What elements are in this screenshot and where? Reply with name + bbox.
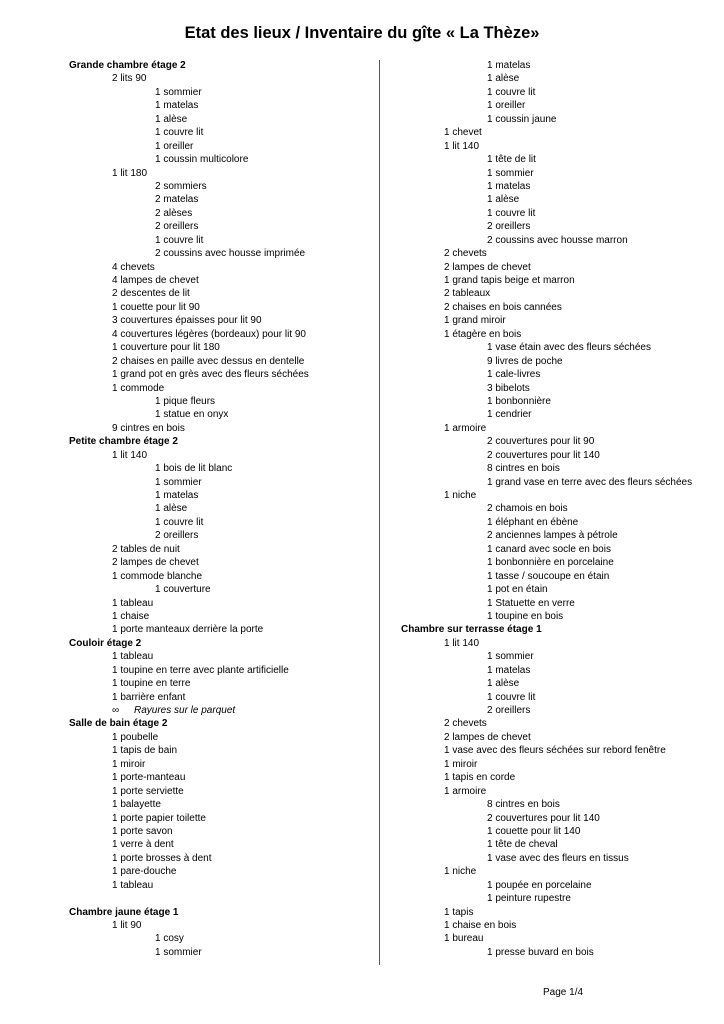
inventory-item: 1 toupine en terre xyxy=(112,678,191,690)
inventory-item: 1 verre à dent xyxy=(112,839,174,851)
inventory-subitem: 1 alèse xyxy=(487,678,520,690)
inventory-subitem: 1 grand vase en terre avec des fleurs séchées xyxy=(487,476,693,488)
inventory-item: 1 tapis xyxy=(444,906,474,918)
inventory-subitem: 1 sommier xyxy=(155,86,202,98)
inventory-subitem: 2 oreillers xyxy=(155,221,199,233)
inventory-subitem: 1 bonbonnière en porcelaine xyxy=(487,557,614,569)
inventory-subitem: 1 alèse xyxy=(487,194,520,206)
inventory-subitem: 8 cintres en bois xyxy=(487,463,560,475)
inventory-subitem: 2 oreillers xyxy=(155,530,199,542)
inventory-subitem: 1 oreiller xyxy=(487,100,526,112)
inventory-subitem: 8 cintres en bois xyxy=(487,799,560,811)
inventory-subitem: 1 tasse / soucoupe en étain xyxy=(487,570,610,582)
inventory-subitem: 1 coussin multicolore xyxy=(155,154,249,166)
bullet-symbol: ∞ xyxy=(112,705,120,716)
inventory-subitem: 1 sommier xyxy=(487,167,534,179)
inventory-item: 1 armoire xyxy=(444,785,487,797)
inventory-column-left xyxy=(69,59,374,959)
inventory-item: 1 lit 180 xyxy=(112,167,148,179)
inventory-subitem: 1 cale-livres xyxy=(487,369,541,381)
inventory-item: 2 chaises en paille avec dessus en dentelle xyxy=(112,355,305,367)
inventory-item: 2 tableaux xyxy=(444,288,491,300)
inventory-item: 4 lampes de chevet xyxy=(112,275,199,286)
inventory-item: 1 tableau xyxy=(112,597,154,609)
inventory-item: 4 chevets xyxy=(112,261,155,273)
inventory-item: 1 miroir xyxy=(444,758,478,770)
inventory-subitem: 1 couverture xyxy=(155,584,211,596)
inventory-subitem: 1 toupine en bois xyxy=(487,610,564,622)
inventory-item: 2 lampes de chevet xyxy=(444,731,531,743)
inventory-subitem: 1 couvre lit xyxy=(155,234,204,246)
inventory-item: 1 tableau xyxy=(112,879,154,891)
section-heading: Salle de bain étage 2 xyxy=(69,718,168,730)
inventory-subitem: 1 couvre lit xyxy=(487,86,536,98)
inventory-subitem: 1 pot en étain xyxy=(487,584,548,596)
inventory-item: 1 niche xyxy=(444,866,477,878)
inventory-item: 1 porte manteaux derrière la porte xyxy=(112,624,264,636)
note-item xyxy=(69,704,374,717)
note-text: Rayures sur le parquet xyxy=(134,705,236,716)
inventory-item: 1 lit 90 xyxy=(112,920,142,931)
inventory-subitem: 1 alèse xyxy=(155,113,188,125)
inventory-item: 2 descentes de lit xyxy=(112,288,190,300)
inventory-item: 2 lits 90 xyxy=(112,73,147,85)
inventory-subitem: 1 canard avec socle en bois xyxy=(487,543,611,555)
section-heading: Grande chambre étage 2 xyxy=(69,60,186,71)
section-heading: Chambre jaune étage 1 xyxy=(69,906,179,918)
section-heading: Chambre sur terrasse étage 1 xyxy=(401,624,542,636)
inventory-subitem: 1 pique fleurs xyxy=(155,395,216,407)
inventory-item: 1 grand tapis beige et marron xyxy=(444,275,575,286)
inventory-subitem: 2 oreillers xyxy=(487,221,531,233)
inventory-item: 1 balayette xyxy=(112,799,161,811)
inventory-item: 1 toupine en terre avec plante artificielle xyxy=(112,664,289,676)
inventory-item: 2 chevets xyxy=(444,248,487,260)
inventory-item: 1 étagère en bois xyxy=(444,328,522,340)
inventory-item: 1 chevet xyxy=(444,127,482,139)
inventory-subitem: 2 couvertures pour lit 140 xyxy=(487,812,600,824)
inventory-subitem: 1 sommier xyxy=(155,946,202,958)
inventory-item: 2 chevets xyxy=(444,718,487,730)
inventory-item: 2 lampes de chevet xyxy=(444,261,531,273)
inventory-item: 1 poubelle xyxy=(112,731,159,743)
inventory-subitem: 1 alèse xyxy=(487,73,520,85)
inventory-subitem: 2 coussins avec housse imprimée xyxy=(155,248,306,260)
inventory-item: 4 couvertures légères (bordeaux) pour lit 90 xyxy=(112,328,306,340)
inventory-item: 1 barrière enfant xyxy=(112,691,186,703)
inventory-item: 1 miroir xyxy=(112,758,146,770)
inventory-item: 1 lit 140 xyxy=(444,140,480,152)
inventory-item: 1 commode xyxy=(112,382,165,394)
inventory-subitem: 1 vase étain avec des fleurs séchées xyxy=(487,342,651,354)
inventory-subitem: 1 peinture rupestre xyxy=(487,893,571,905)
inventory-subitem: 1 coussin jaune xyxy=(487,113,557,125)
inventory-item: 2 chaises en bois cannées xyxy=(444,301,562,313)
inventory-subitem: 1 couvre lit xyxy=(487,207,536,219)
inventory-item: 1 tapis en corde xyxy=(444,772,516,784)
inventory-subitem: 1 matelas xyxy=(487,180,531,192)
page-number: Page 1/4 xyxy=(543,987,584,998)
inventory-item: 2 lampes de chevet xyxy=(112,557,199,569)
inventory-item: 1 porte savon xyxy=(112,825,173,837)
inventory-item: 2 tables de nuit xyxy=(112,543,180,555)
inventory-subitem: 2 oreillers xyxy=(487,705,531,716)
inventory-subitem: 1 couvre lit xyxy=(487,691,536,703)
inventory-item: 1 armoire xyxy=(444,422,487,434)
inventory-subitem: 9 livres de poche xyxy=(487,355,563,367)
inventory-subitem: 1 couette pour lit 140 xyxy=(487,825,581,837)
inventory-subitem: 2 sommiers xyxy=(155,180,207,192)
inventory-subitem: 1 alèse xyxy=(155,503,188,515)
document-title: Etat des lieux / Inventaire du gîte « La Thèze» xyxy=(184,24,540,42)
inventory-subitem: 1 matelas xyxy=(487,664,531,676)
inventory-item: 9 cintres en bois xyxy=(112,422,185,434)
inventory-subitem: 2 matelas xyxy=(155,194,199,206)
inventory-item: 1 tapis de bain xyxy=(112,745,178,757)
inventory-subitem: 2 couvertures pour lit 90 xyxy=(487,436,595,448)
inventory-item: 1 porte serviette xyxy=(112,785,184,797)
inventory-subitem: 1 éléphant en ébène xyxy=(487,516,579,528)
inventory-subitem: 1 matelas xyxy=(155,490,199,501)
inventory-item: 1 couette pour lit 90 xyxy=(112,301,200,313)
inventory-subitem: 2 alèses xyxy=(155,207,193,219)
section-heading: Couloir étage 2 xyxy=(69,637,142,649)
inventory-subitem: 1 Statuette en verre xyxy=(487,597,575,609)
inventory-subitem: 3 bibelots xyxy=(487,382,530,394)
inventory-subitem: 1 couvre lit xyxy=(155,516,204,528)
inventory-item: 1 porte-manteau xyxy=(112,772,186,784)
inventory-item: 1 lit 140 xyxy=(444,637,480,649)
inventory-subitem: 2 couvertures pour lit 140 xyxy=(487,449,600,461)
inventory-subitem: 1 statue en onyx xyxy=(155,409,229,421)
inventory-item: 1 niche xyxy=(444,490,477,501)
inventory-column-right xyxy=(401,59,701,959)
spacer xyxy=(69,892,374,905)
inventory-item: 1 porte papier toilette xyxy=(112,812,206,824)
inventory-subitem: 1 bonbonnière xyxy=(487,395,551,407)
inventory-item: 1 chaise xyxy=(112,610,150,622)
inventory-subitem: 1 oreiller xyxy=(155,140,194,152)
column-divider xyxy=(379,60,380,965)
inventory-subitem: 1 vase avec des fleurs en tissus xyxy=(487,852,629,864)
inventory-item: 1 lit 140 xyxy=(112,449,148,461)
inventory-item: 1 grand pot en grès avec des fleurs séchées xyxy=(112,369,309,381)
inventory-item: 1 pare-douche xyxy=(112,866,177,878)
inventory-subitem: 1 bois de lit blanc xyxy=(155,463,233,475)
inventory-item: 1 porte brosses à dent xyxy=(112,852,212,864)
inventory-subitem: 1 poupée en porcelaine xyxy=(487,879,592,891)
inventory-subitem: 1 matelas xyxy=(487,60,531,71)
inventory-item: 1 couverture pour lit 180 xyxy=(112,342,220,354)
inventory-subitem: 1 cendrier xyxy=(487,409,532,421)
inventory-item: 1 grand miroir xyxy=(444,315,506,327)
inventory-item: 1 bureau xyxy=(444,933,484,945)
inventory-subitem: 2 anciennes lampes à pétrole xyxy=(487,530,618,542)
inventory-subitem: 1 cosy xyxy=(155,933,184,945)
inventory-item: 3 couvertures épaisses pour lit 90 xyxy=(112,315,262,327)
inventory-subitem: 2 chamois en bois xyxy=(487,503,568,515)
inventory-item: 1 chaise en bois xyxy=(444,920,517,931)
inventory-subitem: 1 matelas xyxy=(155,100,199,112)
inventory-subitem: 1 sommier xyxy=(487,651,534,663)
inventory-subitem: 1 couvre lit xyxy=(155,127,204,139)
inventory-item: 1 commode blanche xyxy=(112,570,203,582)
inventory-subitem: 1 tête de cheval xyxy=(487,839,558,851)
inventory-subitem: 1 presse buvard en bois xyxy=(487,946,594,958)
inventory-subitem: 1 tête de lit xyxy=(487,154,536,166)
section-heading: Petite chambre étage 2 xyxy=(69,436,178,448)
inventory-item: 1 vase avec des fleurs séchées sur rebord fenêtre xyxy=(444,745,666,757)
inventory-subitem: 1 sommier xyxy=(155,476,202,488)
inventory-item: 1 tableau xyxy=(112,651,154,663)
inventory-subitem: 2 coussins avec housse marron xyxy=(487,234,628,246)
